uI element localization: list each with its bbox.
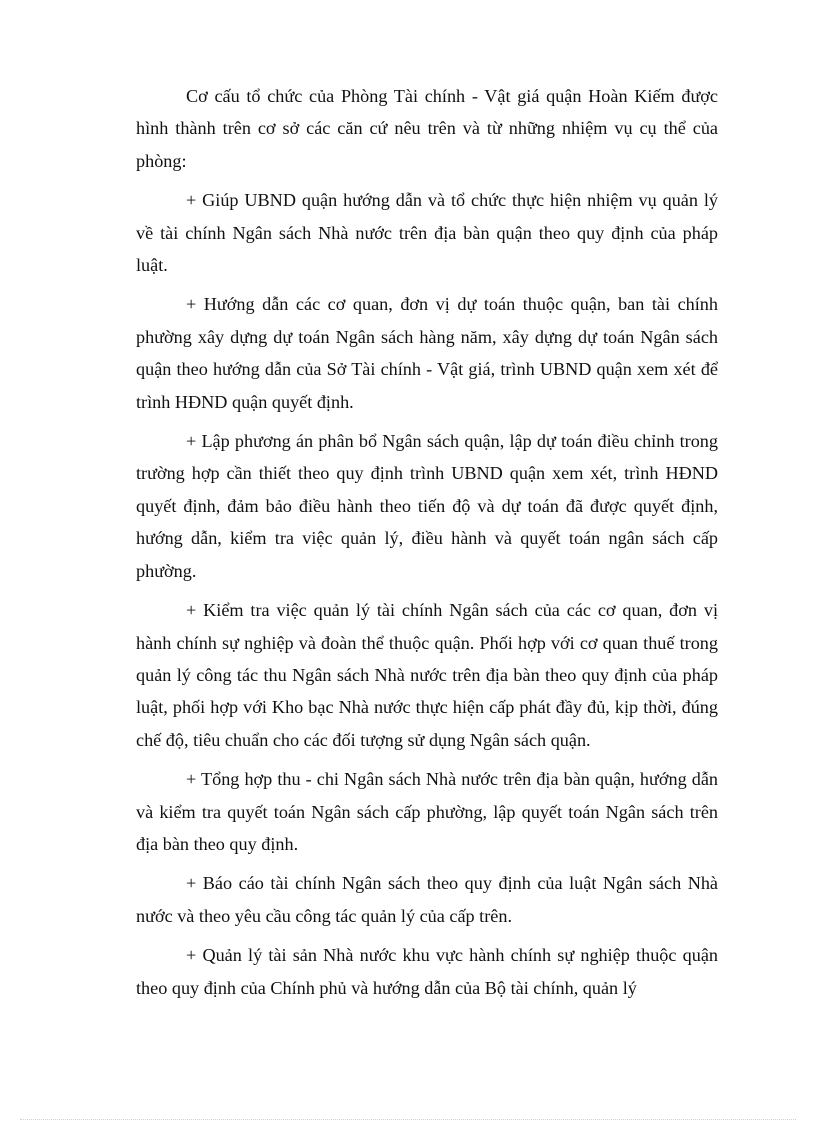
duty-paragraph-assets: + Quản lý tài sản Nhà nước khu vực hành chính sự nghiệp thuộc quận theo quy định của Chính phủ và hướng dẫn của Bộ tài chính, quản lý	[136, 945, 718, 998]
duty-paragraph-inspection: + Kiểm tra việc quản lý tài chính Ngân sách của các cơ quan, đơn vị hành chính sự nghiệp và đoàn thể thuộc quận. Phối hợp với cơ quan thuế trong quản lý công tác thu Ngân sách Nhà nước trên địa bàn theo quy định của pháp luật, phối hợp với Kho bạc Nhà nước thực hiện cấp phát đầy đủ, kịp thời, đúng chế độ, tiêu chuẩn cho các đối tượng sử dụng Ngân sách quận.	[136, 600, 718, 750]
page-bottom-divider	[20, 1119, 796, 1120]
duty-paragraph-guidance: + Giúp UBND quận hướng dẫn và tổ chức thực hiện nhiệm vụ quản lý về tài chính Ngân sách Nhà nước trên địa bàn quận theo quy định của pháp luật.	[136, 190, 718, 276]
document-body	[136, 80, 718, 1011]
duty-paragraph-allocation: + Lập phương án phân bổ Ngân sách quận, lập dự toán điều chỉnh trong trường hợp cần thiết theo quy định trình UBND quận xem xét, trình HĐND quyết định, đảm bảo điều hành theo tiến độ và dự toán đã được quyết định, hướng dẫn, kiểm tra việc quản lý, điều hành và quyết toán ngân sách cấp phường.	[136, 431, 718, 581]
duty-paragraph-budget-estimate: + Hướng dẫn các cơ quan, đơn vị dự toán thuộc quận, ban tài chính phường xây dựng dự toán Ngân sách hàng năm, xây dựng dự toán Ngân sách quận theo hướng dẫn của Sở Tài chính - Vật giá, trình UBND quận xem xét để trình HĐND quận quyết định.	[136, 294, 718, 412]
duty-paragraph-reporting: + Báo cáo tài chính Ngân sách theo quy định của luật Ngân sách Nhà nước và theo yêu cầu công tác quản lý của cấp trên.	[136, 873, 718, 926]
duty-paragraph-summary: + Tổng hợp thu - chi Ngân sách Nhà nước trên địa bàn quận, hướng dẫn và kiểm tra quyết toán Ngân sách cấp phường, lập quyết toán Ngân sách trên địa bàn theo quy định.	[136, 769, 718, 854]
intro-paragraph: Cơ cấu tổ chức của Phòng Tài chính - Vật giá quận Hoàn Kiếm được hình thành trên cơ sở các căn cứ nêu trên và từ những nhiệm vụ cụ thể của phòng:	[136, 86, 718, 171]
